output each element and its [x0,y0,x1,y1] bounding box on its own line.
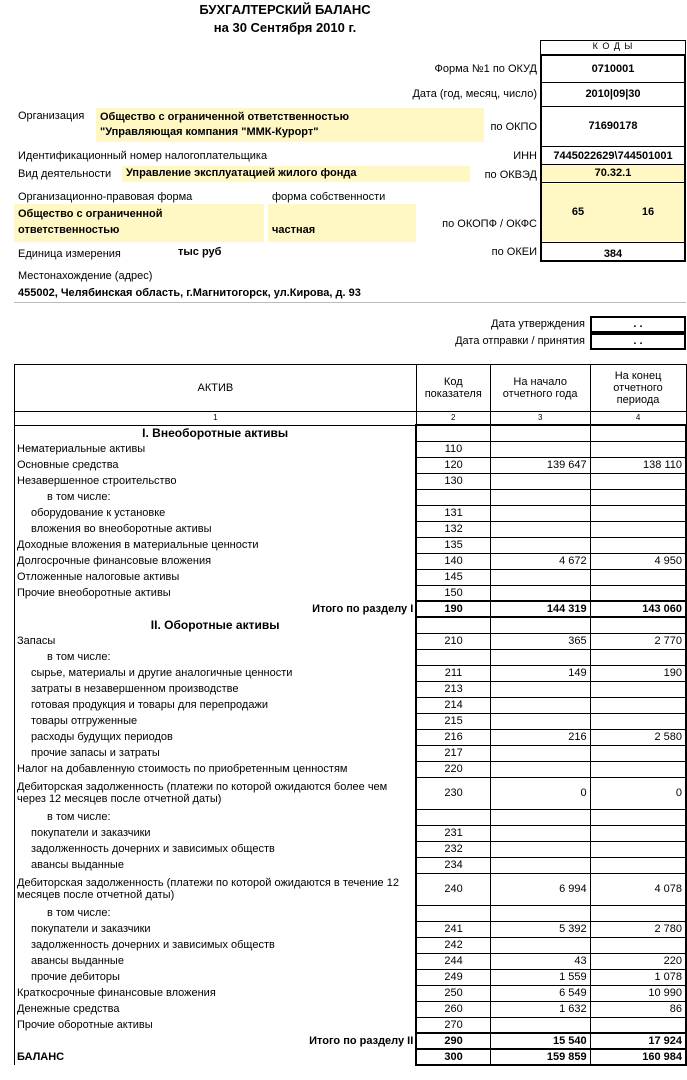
table-row [15,1001,687,1017]
table-row [15,729,687,745]
date-label: Дата (год, месяц, число) [412,88,537,100]
row-start-value [490,441,590,457]
row-start-value [490,649,590,665]
row-code: 110 [416,441,490,457]
table-row [15,505,687,521]
row-label: Краткосрочные финансовые вложения [15,985,417,1001]
send-date-label: Дата отправки / принятия [455,335,585,347]
okopf-label: по ОКОПФ / ОКФС [442,218,537,230]
row-end-value: 2 580 [590,729,686,745]
row-end-value: 2 770 [590,633,686,649]
row-code: 120 [416,457,490,473]
row-end-value: 190 [590,665,686,681]
row-end-value: 220 [590,953,686,969]
okei-label: по ОКЕИ [491,246,537,258]
row-label: I. Внеоборотные активы [15,425,417,441]
row-label: Незавершенное строительство [15,473,417,489]
legal-form-line2: ответственностью [18,224,120,236]
row-start-value [490,537,590,553]
row-code: 190 [416,601,490,617]
balance-table [14,364,687,1066]
approval-label: Дата утверждения [491,318,585,330]
ownership-value: частная [272,224,316,236]
row-end-value: 2 780 [590,921,686,937]
row-label: готовая продукция и товары для перепродажи [15,697,417,713]
legal-form-line1: Общество с ограниченной [18,208,163,220]
table-row [15,1049,687,1065]
org-name-line2: "Управляющая компания "ММК-Курорт" [100,126,319,138]
row-label: Долгосрочные финансовые вложения [15,553,417,569]
row-label: Прочие оборотные активы [15,1017,417,1033]
row-end-value [590,713,686,729]
col-header-end: На конец отчетного периода [590,365,686,412]
row-label: авансы выданные [15,953,417,969]
col-number: 4 [590,412,686,426]
unit-value: тыс руб [178,246,222,258]
row-label: Отложенные налоговые активы [15,569,417,585]
row-end-value [590,841,686,857]
table-row [15,745,687,761]
row-start-value [490,761,590,777]
table-row [15,457,687,473]
row-label: расходы будущих периодов [15,729,417,745]
col-header-code: Код показателя [416,365,490,412]
row-code: 213 [416,681,490,697]
row-label: покупатели и заказчики [15,921,417,937]
row-code [416,425,490,441]
row-code: 214 [416,697,490,713]
row-end-value [590,441,686,457]
inn-label-long: Идентификационный номер налогоплательщика [18,150,268,162]
table-row [15,857,687,873]
row-start-value [490,505,590,521]
row-end-value [590,697,686,713]
table-row [15,601,687,617]
row-label: БАЛАНС [15,1049,417,1065]
row-start-value: 0 [490,777,590,809]
row-start-value [490,1017,590,1033]
row-start-value [490,857,590,873]
row-code: 145 [416,569,490,585]
table-row [15,633,687,649]
table-row [15,1017,687,1033]
send-date-value: . . [633,335,643,347]
row-label: затраты в незавершенном производстве [15,681,417,697]
row-start-value [490,681,590,697]
row-start-value [490,585,590,601]
row-code: 242 [416,937,490,953]
row-label: задолженность дочерних и зависимых обществ [15,841,417,857]
row-start-value [490,905,590,921]
row-code [416,809,490,825]
table-row [15,665,687,681]
org-label: Организация [18,110,85,122]
row-end-value [590,585,686,601]
col-number: 2 [416,412,490,426]
row-start-value [490,617,590,633]
row-code: 290 [416,1033,490,1049]
row-code: 244 [416,953,490,969]
row-label: в том числе: [15,489,417,505]
row-code: 132 [416,521,490,537]
row-code: 240 [416,873,490,905]
codes-header: К О Д Ы [592,41,634,51]
date-value: 2010|09|30 [585,88,641,100]
row-end-value [590,489,686,505]
row-start-value: 144 319 [490,601,590,617]
row-label: в том числе: [15,809,417,825]
row-end-value [590,569,686,585]
row-code: 216 [416,729,490,745]
row-label: Доходные вложения в материальные ценности [15,537,417,553]
row-end-value [590,809,686,825]
row-code: 131 [416,505,490,521]
row-code: 232 [416,841,490,857]
row-label: прочие дебиторы [15,969,417,985]
okud-label: Форма №1 по ОКУД [434,63,537,75]
table-row [15,985,687,1001]
row-end-value: 86 [590,1001,686,1017]
table-row [15,521,687,537]
row-end-value [590,649,686,665]
table-row [15,777,687,809]
row-start-value [490,697,590,713]
row-code: 217 [416,745,490,761]
row-start-value [490,937,590,953]
table-row [15,809,687,825]
table-row [15,617,687,633]
row-end-value [590,937,686,953]
inn-label: ИНН [513,150,537,162]
table-row [15,953,687,969]
table-row [15,473,687,489]
row-end-value [590,745,686,761]
table-row [15,761,687,777]
row-code: 231 [416,825,490,841]
row-start-value [490,489,590,505]
col-number: 3 [490,412,590,426]
table-row [15,569,687,585]
table-row [15,905,687,921]
table-row [15,825,687,841]
row-code: 270 [416,1017,490,1033]
row-label: в том числе: [15,905,417,921]
col-number: 1 [15,412,417,426]
row-code: 249 [416,969,490,985]
row-label: сырье, материалы и другие аналогичные ценности [15,665,417,681]
row-code: 210 [416,633,490,649]
approval-value: . . [633,318,643,330]
col-header-start: На начало отчетного года [490,365,590,412]
okopf-code: 65 [571,206,585,218]
row-code [416,617,490,633]
row-end-value [590,761,686,777]
row-end-value: 143 060 [590,601,686,617]
table-row [15,697,687,713]
row-code [416,489,490,505]
table-row [15,921,687,937]
okved-label: по ОКВЭД [484,169,537,181]
row-end-value [590,1017,686,1033]
row-end-value: 0 [590,777,686,809]
okpo-label: по ОКПО [490,121,537,133]
row-end-value: 4 078 [590,873,686,905]
row-start-value: 159 859 [490,1049,590,1065]
row-code [416,905,490,921]
row-start-value: 6 994 [490,873,590,905]
row-end-value [590,521,686,537]
row-end-value: 160 984 [590,1049,686,1065]
inn-value: 7445022629\744501001 [553,150,673,162]
row-start-value [490,521,590,537]
row-start-value: 4 672 [490,553,590,569]
row-label: авансы выданные [15,857,417,873]
row-code: 300 [416,1049,490,1065]
location-label: Местонахождение (адрес) [18,270,153,282]
row-end-value [590,473,686,489]
okei-code: 384 [603,248,623,260]
row-label: Денежные средства [15,1001,417,1017]
row-label: оборудование к установке [15,505,417,521]
row-code: 220 [416,761,490,777]
table-row [15,553,687,569]
row-end-value [590,537,686,553]
okfs-code: 16 [641,206,655,218]
row-start-value [490,809,590,825]
row-start-value: 43 [490,953,590,969]
row-code [416,649,490,665]
row-start-value: 5 392 [490,921,590,937]
row-start-value: 139 647 [490,457,590,473]
row-code: 250 [416,985,490,1001]
row-code: 234 [416,857,490,873]
row-label: задолженность дочерних и зависимых обществ [15,937,417,953]
row-label: в том числе: [15,649,417,665]
row-code: 211 [416,665,490,681]
row-code: 150 [416,585,490,601]
row-end-value [590,505,686,521]
okved-code: 70.32.1 [594,167,632,179]
row-end-value [590,425,686,441]
row-code: 135 [416,537,490,553]
row-label: Итого по разделу I [15,601,417,617]
okpo-code: 71690178 [588,120,638,132]
activity-label: Вид деятельности [18,168,112,180]
report-title: БУХГАЛТЕРСКИЙ БАЛАНС [199,2,371,17]
row-code: 230 [416,777,490,809]
table-row [15,441,687,457]
row-end-value: 4 950 [590,553,686,569]
row-end-value [590,617,686,633]
row-start-value: 149 [490,665,590,681]
activity-value: Управление эксплуатацией жилого фонда [126,167,357,179]
row-start-value: 216 [490,729,590,745]
row-end-value [590,905,686,921]
table-row [15,969,687,985]
table-row [15,425,687,441]
table-row [15,713,687,729]
row-start-value [490,745,590,761]
row-label: вложения во внеоборотные активы [15,521,417,537]
legal-form-label: Организационно-правовая форма [18,191,193,203]
row-label: II. Оборотные активы [15,617,417,633]
location-value: 455002, Челябинская область, г.Магнитогорск, ул.Кирова, д. 93 [18,287,361,299]
row-label: Запасы [15,633,417,649]
table-row [15,937,687,953]
table-row [15,649,687,665]
row-label: Итого по разделу II [15,1033,417,1049]
row-code: 215 [416,713,490,729]
row-label: покупатели и заказчики [15,825,417,841]
row-code: 140 [416,553,490,569]
table-row [15,585,687,601]
row-label: Нематериальные активы [15,441,417,457]
col-header-asset: АКТИВ [15,365,417,412]
row-end-value: 17 924 [590,1033,686,1049]
row-end-value [590,681,686,697]
table-row [15,873,687,905]
table-row [15,489,687,505]
row-code: 241 [416,921,490,937]
okud-code: 0710001 [591,63,635,75]
row-end-value: 10 990 [590,985,686,1001]
unit-label: Единица измерения [18,248,121,260]
row-label: Дебиторская задолженность (платежи по которой ожидаются более чем через 12 месяцев после отчетной даты) [15,777,417,809]
report-date: на 30 Сентября 2010 г. [213,20,357,35]
row-start-value: 15 540 [490,1033,590,1049]
row-end-value [590,825,686,841]
row-label: Основные средства [15,457,417,473]
row-start-value: 1 632 [490,1001,590,1017]
row-start-value: 1 559 [490,969,590,985]
row-start-value: 365 [490,633,590,649]
row-start-value: 6 549 [490,985,590,1001]
row-start-value [490,841,590,857]
row-label: товары отгруженные [15,713,417,729]
ownership-label: форма собственности [272,191,386,203]
row-end-value: 138 110 [590,457,686,473]
org-name-line1: Общество с ограниченной ответственностью [100,111,349,123]
row-start-value [490,569,590,585]
table-row [15,681,687,697]
row-label: Прочие внеоборотные активы [15,585,417,601]
table-row [15,537,687,553]
row-end-value [590,857,686,873]
table-row [15,1033,687,1049]
row-end-value: 1 078 [590,969,686,985]
row-start-value [490,825,590,841]
row-start-value [490,713,590,729]
row-label: Налог на добавленную стоимость по приобретенным ценностям [15,761,417,777]
row-code: 260 [416,1001,490,1017]
row-start-value [490,425,590,441]
row-label: Дебиторская задолженность (платежи по которой ожидаются в течение 12 месяцев после отчетной даты) [15,873,417,905]
table-row [15,841,687,857]
row-label: прочие запасы и затраты [15,745,417,761]
row-start-value [490,473,590,489]
row-code: 130 [416,473,490,489]
